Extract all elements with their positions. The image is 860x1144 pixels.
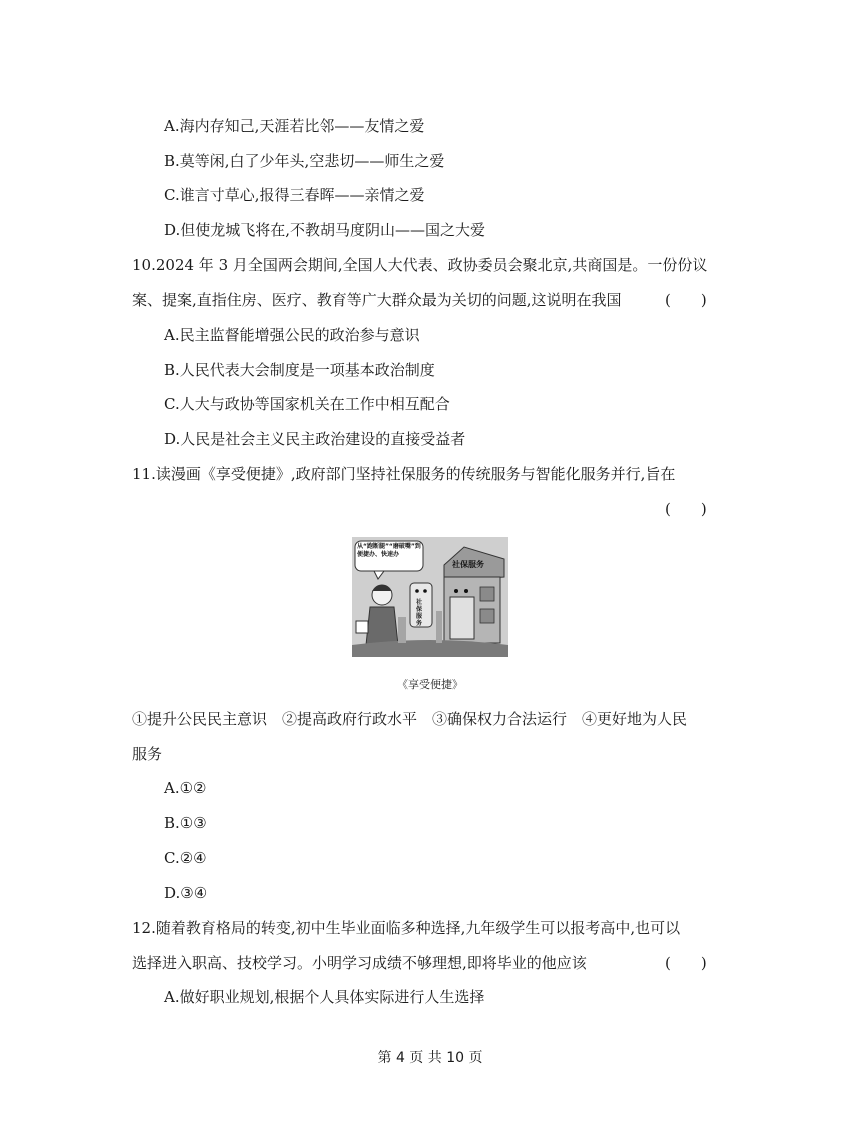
q10-stem-line1: 10.2024 年 3 月全国两会期间,全国人大代表、政协委员会聚北京,共商国是。一份份议 [132, 256, 708, 274]
page-number: 第 4 页 共 10 页 [377, 1050, 483, 1066]
q10-answer-blank: ( ) [665, 291, 707, 309]
building-sign: 社保服务 [452, 560, 484, 569]
q11-option-a: A.①② [164, 779, 207, 797]
q11-option-b: B.①③ [164, 814, 207, 832]
q10-option-d: D.人民是社会主义民主政治建设的直接受益者 [164, 430, 466, 448]
phone-label: 社保服务 [416, 599, 423, 627]
q11-stem-line1: 11.读漫画《享受便捷》,政府部门坚持社保服务的传统服务与智能化服务并行,旨在 [132, 465, 676, 483]
q10-stem-line2: 案、提案,直指住房、医疗、教育等广大群众最为关切的问题,这说明在我国 [132, 291, 622, 309]
q11-statements-line2: 服务 [132, 745, 163, 763]
q11-answer-blank: ( ) [665, 500, 707, 518]
comic-illustration [352, 537, 508, 657]
q10-option-a: A.民主监督能增强公民的政治参与意识 [164, 326, 420, 344]
q12-stem-line1: 12.随着教育格局的转变,初中生毕业面临多种选择,九年级学生可以报考高中,也可以 [132, 919, 681, 937]
q12-option-a: A.做好职业规划,根据个人具体实际进行人生选择 [164, 988, 485, 1006]
q11-option-d: D.③④ [164, 884, 208, 902]
q12-answer-blank: ( ) [665, 954, 707, 972]
q11-option-c: C.②④ [164, 849, 207, 867]
q10-option-b: B.人民代表大会制度是一项基本政治制度 [164, 361, 435, 379]
q9-option-a: A.海内存知己,天涯若比邻——友情之爱 [164, 117, 425, 135]
q9-option-d: D.但使龙城飞将在,不教胡马度阴山——国之大爱 [164, 221, 486, 239]
q10-option-c: C.人大与政协等国家机关在工作中相互配合 [164, 395, 450, 413]
q11-statements-line1: ①提升公民民主意识 ②提高政府行政水平 ③确保权力合法运行 ④更好地为人民 [132, 710, 688, 728]
comic-caption: 《享受便捷》 [397, 678, 463, 691]
q9-option-c: C.谁言寸草心,报得三春晖——亲情之爱 [164, 186, 425, 204]
speech-text: 从“跑断腿”“磨破嘴”到便捷办、快速办 [357, 543, 421, 558]
q9-option-b: B.莫等闲,白了少年头,空悲切——师生之爱 [164, 152, 445, 170]
q12-stem-line2: 选择进入职高、技校学习。小明学习成绩不够理想,即将毕业的他应该 [132, 954, 587, 972]
